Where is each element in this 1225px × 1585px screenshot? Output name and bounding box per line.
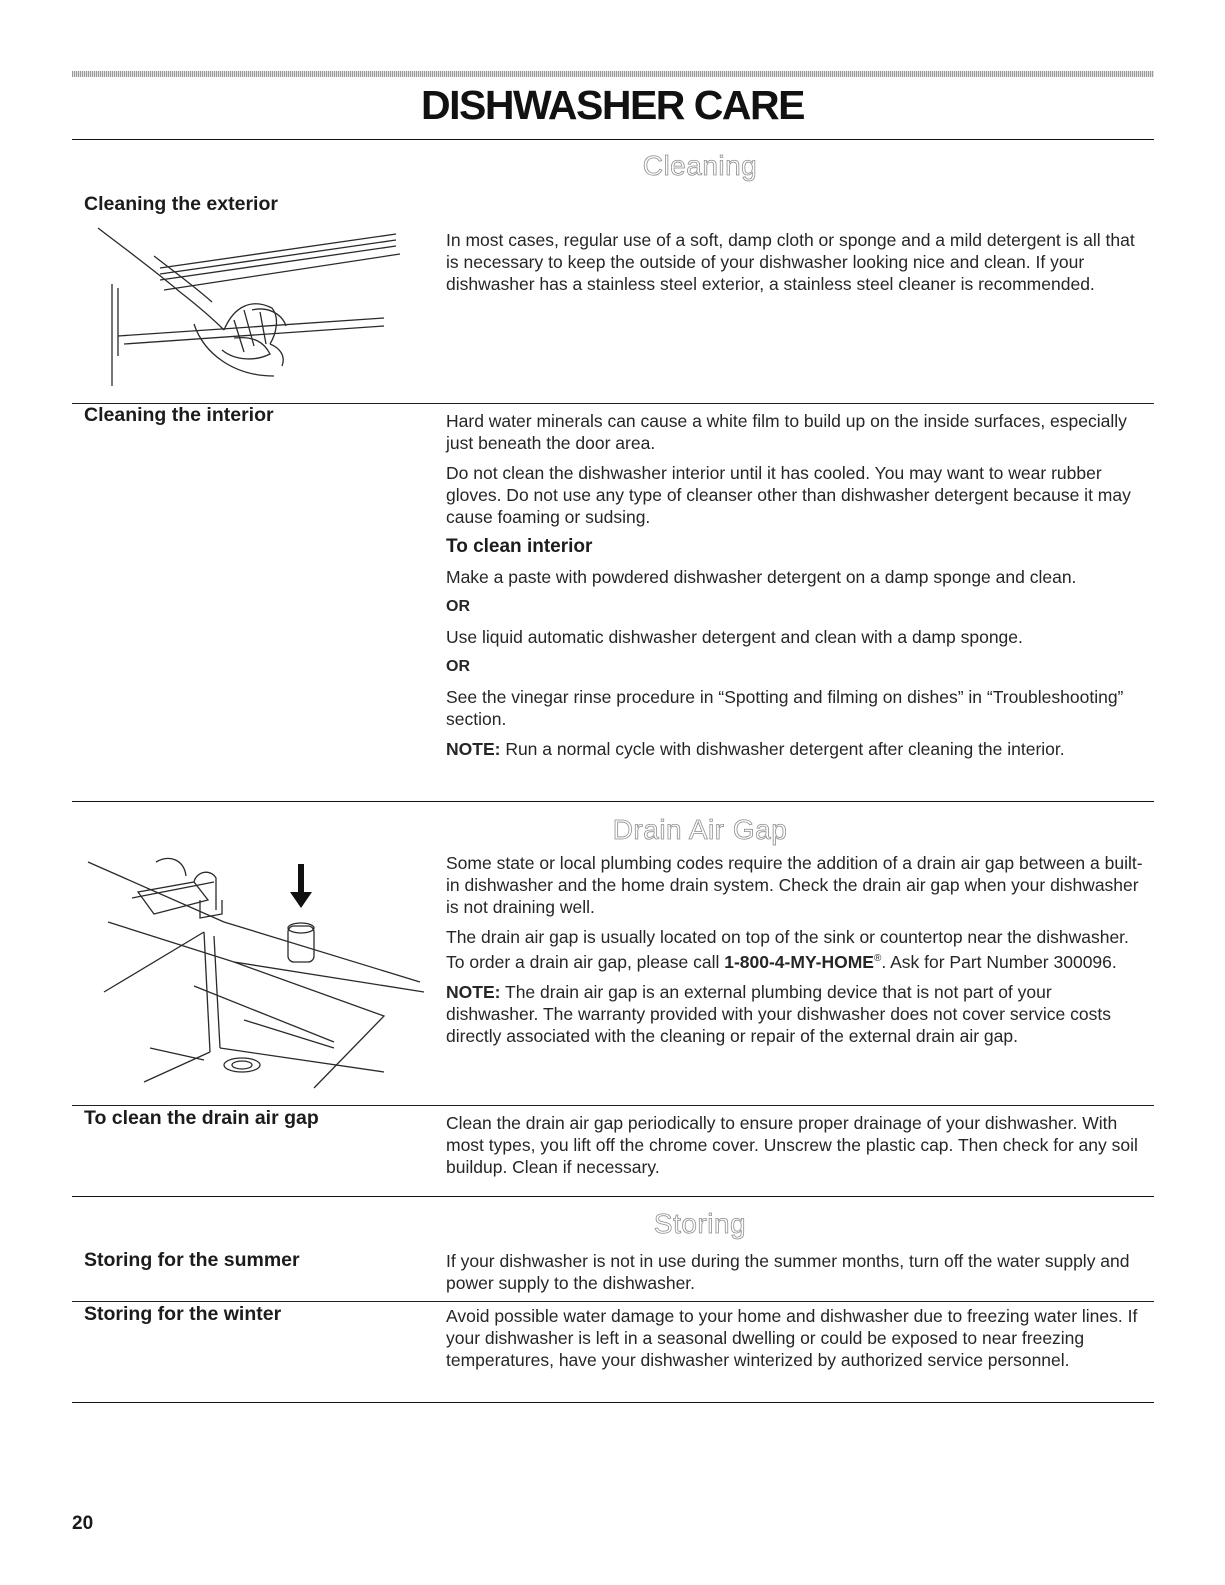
interior-paragraph-1: Hard water minerals can cause a white film to build up on the inside surfaces, especially just beneath the door area. [446, 411, 1127, 453]
storing-winter-text: Avoid possible water damage to your home and dishwasher due to freezing water lines. If your dishwasher is left in a seasonal dwelling or could be exposed to near freezing temperatures, have your dishwasher winterized by authorized service personnel. [446, 1306, 1138, 1370]
interior-or-2: OR [446, 658, 470, 675]
divider-bottom [72, 1402, 1154, 1403]
interior-paragraph-2: Do not clean the dishwasher interior until it has cooled. You may want to wear rubber gloves. Do not use any type of cleanser other than dishwasher detergent because it may cause foaming or sudsing. [446, 463, 1131, 527]
divider-storing-winter [72, 1301, 1154, 1302]
exterior-text: In most cases, regular use of a soft, damp cloth or sponge and a mild detergent is all that is necessary to keep the outside of your dishwasher looking nice and clean. If your dishwasher has a stainless steel exterior, a stainless steel cleaner is recommended. [446, 230, 1135, 294]
divider-drain-air-gap [72, 801, 1154, 802]
page-title: DISHWASHER CARE [421, 82, 804, 128]
label-cleaning-exterior: Cleaning the exterior [84, 193, 278, 215]
drain-paragraph-2 [446, 926, 1146, 973]
top-decorative-band [72, 71, 1154, 77]
interior-note-label: NOTE: [446, 739, 501, 759]
registered-mark: ® [873, 953, 882, 964]
clean-drain-air-gap-paragraph [446, 1112, 1146, 1186]
label-storing-winter: Storing for the winter [84, 1303, 282, 1325]
interior-step-2: Use liquid automatic dishwasher detergent and clean with a damp sponge. [446, 627, 1023, 647]
drain-note [446, 981, 1146, 1047]
drain-note-label: NOTE: [446, 981, 501, 1002]
drain-air-gap-content [446, 852, 1146, 1055]
storing-summer-paragraph [446, 1250, 1146, 1302]
drain-paragraph-1: Some state or local plumbing codes require the addition of a drain air gap between a built-in dishwasher and the home drain system. Check the drain air gap when your dishwasher is not draining well. [446, 853, 1143, 917]
storing-winter-paragraph [446, 1305, 1146, 1379]
interior-note [446, 738, 1146, 760]
interior-content [446, 410, 1146, 768]
drain-air-gap-illustration [84, 852, 424, 1092]
section-title-storing: Storing [653, 1208, 747, 1239]
drain-paragraph-2-end: . Ask for Part Number 300096. [881, 951, 1117, 972]
clean-drain-air-gap-text: Clean the drain air gap periodically to ensure proper drainage of your dishwasher. With most types, you lift off the chrome cover. Unscrew the plastic cap. Then check for any soil buildup. Clean if necessary. [446, 1113, 1138, 1177]
label-cleaning-interior: Cleaning the interior [84, 404, 274, 426]
interior-note-text: Run a normal cycle with dishwasher detergent after cleaning the interior. [500, 739, 1065, 759]
page-number: 20 [72, 1513, 94, 1534]
divider-clean-drain-air-gap [72, 1105, 1154, 1106]
title-divider [72, 139, 1154, 140]
interior-or-1: OR [446, 598, 470, 615]
label-storing-summer: Storing for the summer [84, 1249, 300, 1271]
interior-step-1: Make a paste with powdered dishwasher detergent on a damp sponge and clean. [446, 567, 1077, 587]
exterior-paragraph [446, 229, 1146, 303]
label-clean-drain-air-gap: To clean the drain air gap [84, 1107, 319, 1129]
exterior-cleaning-illustration [84, 226, 404, 386]
section-title-cleaning: Cleaning [642, 150, 758, 181]
drain-note-text: The drain air gap is an external plumbing device that is not part of your dishwasher. The warranty provided with your dishwasher does not cover service costs directly associated with the cleaning or repair of the external drain air gap. [446, 981, 1111, 1046]
interior-subheading: To clean interior [446, 536, 593, 557]
phone-number: 1-800-4-MY-HOME [724, 951, 874, 972]
storing-summer-text: If your dishwasher is not in use during the summer months, turn off the water supply and power supply to the dishwasher. [446, 1251, 1130, 1293]
divider-storing [72, 1196, 1154, 1197]
interior-step-3: See the vinegar rinse procedure in “Spotting and filming on dishes” in “Troubleshooting” section. [446, 687, 1124, 729]
section-title-drain-air-gap: Drain Air Gap [612, 814, 788, 845]
drain-paragraph-2-intro: The drain air gap is usually located on top of the sink or countertop near the dishwasher. To order a drain air gap, please call [446, 927, 1129, 972]
